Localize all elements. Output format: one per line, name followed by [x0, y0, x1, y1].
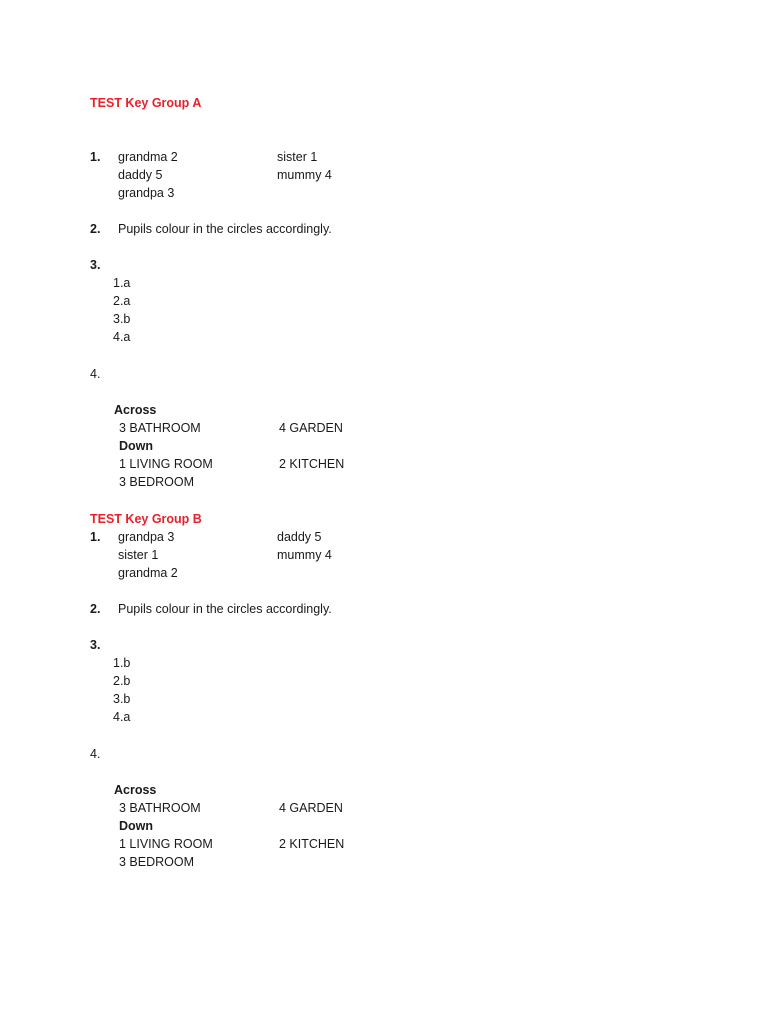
group-b-q1-right-1: daddy 5 — [277, 530, 322, 544]
group-b-q1-right-2: mummy 4 — [277, 548, 332, 562]
group-b-across-left: 3 BATHROOM — [119, 801, 201, 815]
group-a-q2-text: Pupils colour in the circles accordingly. — [118, 222, 332, 236]
group-a-down-right: 2 KITCHEN — [279, 457, 345, 471]
group-b-q1-left-1: grandpa 3 — [118, 530, 175, 544]
group-a-q1-left-2: daddy 5 — [118, 168, 163, 182]
group-b-title: TEST Key Group B — [90, 512, 202, 526]
group-a-down-left-1: 1 LIVING ROOM — [119, 457, 213, 471]
group-a-q4-number: 4. — [90, 367, 101, 381]
group-b-q1-left-3: grandma 2 — [118, 566, 178, 580]
group-a-q3-answer-3: 3.b — [113, 312, 131, 326]
group-b-down-right: 2 KITCHEN — [279, 837, 345, 851]
group-b-q2-text: Pupils colour in the circles accordingly. — [118, 602, 332, 616]
group-a-q2-number: 2. — [90, 222, 101, 236]
group-b-q3-number: 3. — [90, 638, 101, 652]
group-b-down-label: Down — [119, 819, 154, 833]
group-b-down-left-2: 3 BEDROOM — [119, 855, 195, 869]
group-b-across-right: 4 GARDEN — [279, 801, 343, 815]
group-a-title: TEST Key Group A — [90, 96, 202, 110]
group-b-q2-number: 2. — [90, 602, 101, 616]
group-b-q3-answer-2: 2.b — [113, 674, 131, 688]
group-b-q4-number: 4. — [90, 747, 101, 761]
group-b-q3-answer-3: 3.b — [113, 692, 131, 706]
group-a-q1-right-1: sister 1 — [277, 150, 318, 164]
group-a-q1-right-2: mummy 4 — [277, 168, 332, 182]
group-a-q3-answer-1: 1.a — [113, 276, 131, 290]
group-b-down-left-1: 1 LIVING ROOM — [119, 837, 213, 851]
group-b-q3-answer-4: 4.a — [113, 710, 131, 724]
group-a-q3-answer-4: 4.a — [113, 330, 131, 344]
group-a-q3-answer-2: 2.a — [113, 294, 131, 308]
group-a-q3-number: 3. — [90, 258, 101, 272]
group-a-across-label: Across — [114, 403, 157, 417]
group-a-down-left-2: 3 BEDROOM — [119, 475, 195, 489]
group-a-q1-left-1: grandma 2 — [118, 150, 178, 164]
group-a-q1-number: 1. — [90, 150, 101, 164]
group-b-q1-number: 1. — [90, 530, 101, 544]
group-b-q1-left-2: sister 1 — [118, 548, 159, 562]
group-a-q1-left-3: grandpa 3 — [118, 186, 175, 200]
group-a-down-label: Down — [119, 439, 154, 453]
group-a-across-right: 4 GARDEN — [279, 421, 343, 435]
group-b-across-label: Across — [114, 783, 157, 797]
group-b-q3-answer-1: 1.b — [113, 656, 131, 670]
group-a-across-left: 3 BATHROOM — [119, 421, 201, 435]
